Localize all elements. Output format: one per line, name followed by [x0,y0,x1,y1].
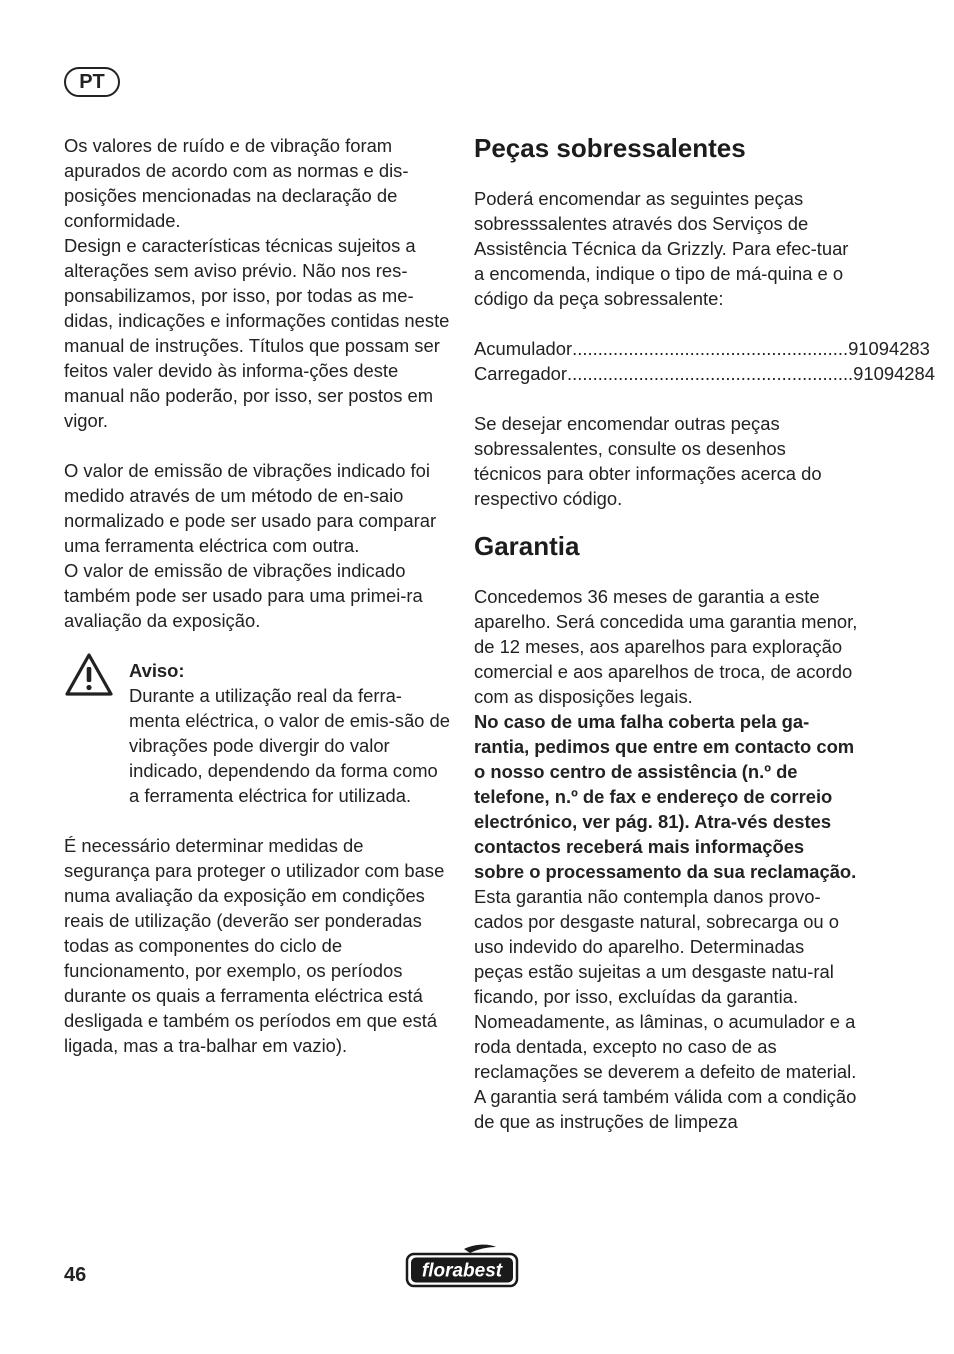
left-column [64,133,452,1058]
warning-box [64,658,452,808]
warranty-terms: Concedemos 36 meses de garantia a este aparelho. Será concedida uma garantia menor, de 12 meses, aos aparelhos para exploração comercial e aos aparelhos de troca, de acordo com as disposições legais. [474,586,858,707]
right-column [474,133,935,1134]
warning-text: Durante a utilização real da ferra-menta eléctrica, o valor de emis-são de vibrações pode divergir do valor indicado, dependendo da forma como a ferramenta eléctrica for utilizada. [129,685,450,806]
warranty-exclusions: Esta garantia não contempla danos provo-cados por desgaste natural, sobrecarga ou o uso indevido do aparelho. Determinadas peças estão sujeitas a um desgaste natu-ral ficando, por isso, excluídas da garantia. Nomeadamente, as lâminas, o acumulador e a roda dentada, excepto no caso de as reclamações se deverem a defeito de material. [474,886,857,1082]
florabest-logo [404,1243,520,1289]
part-name: Carregador [474,363,568,384]
spare-parts-list [474,336,935,386]
spare-parts-heading: Peças sobressalentes [474,133,746,163]
warranty-conditions: A garantia será também válida com a condição de que as instruções de limpeza [474,1086,857,1132]
warning-triangle-icon [64,652,114,698]
page-number: 46 [64,1264,87,1286]
paragraph-design-changes: Design e características técnicas sujeitos a alterações sem aviso prévio. Não nos res-ponsabilizamos, por isso, por todas as me-didas, indicações e informações contidas neste manual de instruções. Títulos que possam ser feitos valer devido às informa-ções deste manual não poderão, por isso, ser postos em vigor. [64,235,450,431]
part-leader-dots: ...................................................... [572,338,849,359]
part-code: 91094284 [853,363,935,384]
warranty-contact-notice: No caso de uma falha coberta pela ga-rantia, pedimos que entre em contacto com o nosso centro de assistência (n.º de telefone, n.º de fax e endereço de correio electrónico, ver pág. 81). Atra-vés destes contactos receberá mais informações sobre o processamento da sua reclamação. [474,711,857,882]
warranty-heading: Garantia [474,531,580,561]
paragraph-safety-measures: É necessário determinar medidas de segurança para proteger o utilizador com base numa avaliação da exposição em condições reais de utilização (deverão ser ponderadas todas as componentes do ciclo de funcionamento, por exemplo, os períodos durante os quais a ferramenta eléctrica está desligada e também os períodos em que está ligada, mas a tra-balhar em vazio). [64,835,445,1056]
paragraph-vibration-measured: O valor de emissão de vibrações indicado foi medido através de um método de en-saio normalizado e pode ser usado para comparar uma ferramenta eléctrica com outra. [64,460,437,556]
paragraph-noise-values: Os valores de ruído e de vibração foram apurados de acordo com as normas e dis-posições mencionadas na declaração de conformidade. [64,135,409,231]
part-code: 91094283 [848,338,930,359]
part-leader-dots: ........................................................ [567,363,854,384]
part-row [474,361,935,386]
part-row [474,336,930,361]
spare-parts-intro: Poderá encomendar as seguintes peças sobresssalentes através dos Serviços de Assistência Técnica da Grizzly. Para efec-tuar a encomenda, indique o tipo de má-quina e o código da peça sobressalente: [474,188,849,309]
spare-parts-outro: Se desejar encomendar outras peças sobressalentes, consulte os desenhos técnicos para obter informações acerca do respectivo código. [474,413,822,509]
logo-text: florabest [421,1260,503,1282]
paragraph-vibration-exposure: O valor de emissão de vibrações indicado também pode ser usado para uma primei-ra avaliação da exposição. [64,560,423,631]
warning-title: Aviso: [129,660,185,681]
part-name: Acumulador [474,338,573,359]
language-badge: PT [64,67,120,97]
